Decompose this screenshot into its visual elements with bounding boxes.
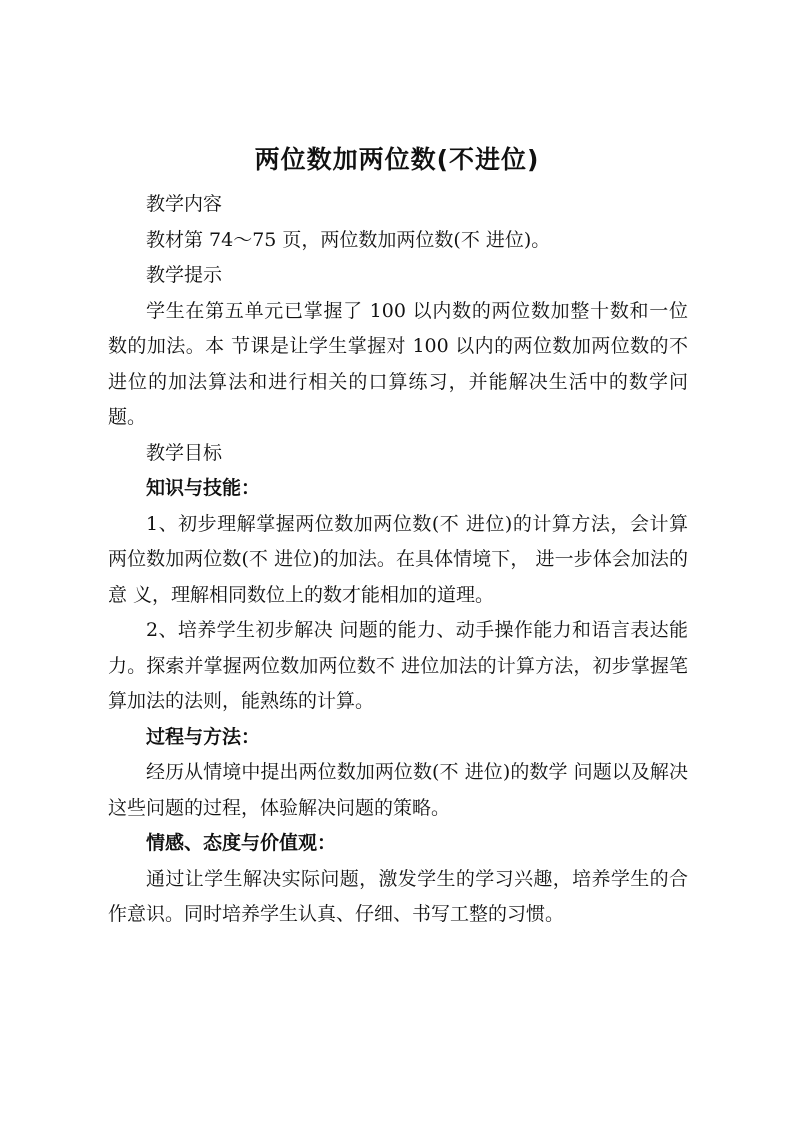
section-heading-hints: 教学提示 [146,264,223,286]
subheading-attitude-values: 情感、态度与价值观： [146,832,337,854]
content-paragraph: 教材第 74～75 页，两位数加两位数(不 进位)。 [146,228,551,251]
attitude-paragraph: 通过让学生解决实际问题，激发学生的学习兴趣，培养学生的合作意识。同时培养学生认真、仔细、书写工整的习惯。 [108,867,688,925]
hints-paragraph: 学生在第五单元已掌握了 100 以内数的两位数加整十数和一位数的加法。本 节课是让学生掌握对 100 以内的两位数加两位数的不进位的加法算法和进行相关的口算练习，并能解决生活中的数学问题。 [108,299,688,428]
document-body [108,187,688,933]
subheading-knowledge-skills: 知识与技能： [146,477,261,499]
subheading-process-method: 过程与方法： [146,725,261,748]
document-title: 两位数加两位数(不进位) [254,145,540,174]
process-paragraph: 经历从情境中提出两位数加两位数(不 进位)的数学 问题以及解决这些问题的过程，体验解决问题的策略。 [108,761,688,819]
objective-paragraph-2: 2、培养学生初步解决 问题的能力、动手操作能力和语言表达能力。探索并掌握两位数加两位数不 进位加法的计算方法，初步掌握笔算加法的法则，能熟练的计算。 [108,619,688,712]
section-heading-objectives: 教学目标 [146,441,223,464]
section-heading-content: 教学内容 [146,193,223,215]
objective-paragraph-1: 1、初步理解掌握两位数加两位数(不 进位)的计算方法，会计算两位数加两位数(不 进位)的加法。在具体情境下， 进一步体会加法的意 义，理解相同数位上的数才能相加的道理。 [108,512,688,606]
